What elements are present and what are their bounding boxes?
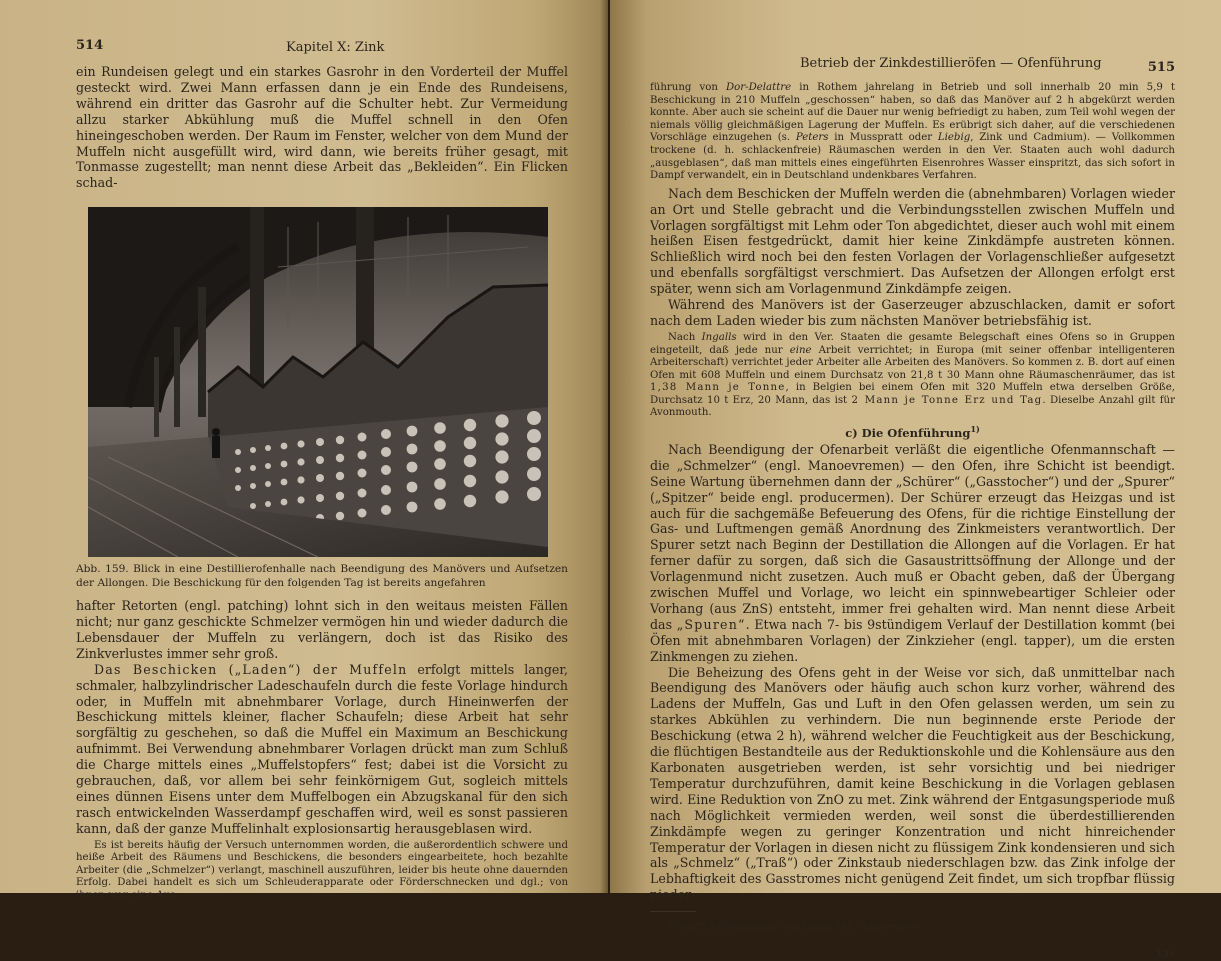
section-heading-ofenfuehrung [650, 424, 1175, 440]
page-number-right: 515 [1147, 60, 1175, 75]
beschicken-spaced-lead: Das Beschicken („Laden“) der Muffeln [94, 661, 408, 677]
paragraph-small-ingalls [650, 332, 1175, 420]
text-run: Nach Beendigung der Ofenarbeit verläßt die eigentliche Ofenmannschaft — die „Schmelzer“ (engl. Manoevremen) — den Ofen, ihre Schicht ist beendigt. Seine Wartung übernehmen dann der „Schürer“ („Gasstocher“) und der „Spurer“ („Spitzer“ beide engl. producermen). Der Schürer erzeugt das Heizgas und ist auch für die sachgemäße Befeuerung des Ofens, für die richtige Einstellung der Gas- und Luftmengen gemäß Anordnung des Zinkmeisters verantwortlich. Der Spurer setzt nach Beginn der Destillation die Allongen auf die Vorlagen. Er hat ferner dafür zu sorgen, daß sich die Gasaustrittsöffnung der Allonge und der Vorlagenmund nicht zusetzen. Auch muß er Obacht geben, daß der Übergang zwischen Muffel und Vorlage, wo leicht ein spinnwebeartiger Schleier oder Vorhang (aus ZnS) entsteht, immer frei gehalten wird. Man nennt diese Arbeit das [650, 441, 1175, 632]
text-run: in Rothem jahrelang in Betrieb und soll innerhalb 20 min 5,9 t Beschickung in 210 Muffeln „geschossen“ haben, so daß das Manöver auf 2 h abgekürzt werden konnte. Aber auch sie scheint auf die Dauer nur wenig befriedigt zu haben, zum Teil wohl wegen der niemals völlig gleichmäßigen Lagerung der Muffeln. Es erübrigt sich daher, auf die verschiedenen Vorschläge einzugehen (s. [650, 82, 1175, 144]
paragraph-small-dor-delattre [650, 82, 1175, 183]
text-run: wird in den Ver. Staaten die gesamte Belegschaft eines Ofens so in Gruppen eingeteilt, daß jede nur [650, 331, 1175, 356]
paragraph-vorlagen: Nach dem Beschicken der Muffeln werden die (abnehmbaren) Vorlagen wieder an Ort und Stelle gebracht und die Verbindungsstellen zwischen Muffeln und Vorlagen sorgfältigst mit Lehm oder Ton abgedichtet, dieser auch wohl mit einem heißen Eisen festgedrückt, damit hier keine Zinkdämpfe austreten können. Schließlich wird noch bei den festen Vorlagen der Vorlagenschließer aufgesetzt und ebenfalls sorgfältigst verschmiert. Das Aufsetzen der Allongen erfolgt erst später, wenn sich am Vorlagenmund Zinkdämpfe zeigen. [650, 185, 1175, 297]
running-header-right [650, 56, 1175, 82]
text-run: führung von [650, 82, 726, 93]
paragraph-small-machines: Es ist bereits häufig der Versuch unternommen worden, die außerordentlich schwere und heiße Arbeit des Räumens und Beschickens, die besonders eingearbeitete, hoch bezahlte Arbeiter (die „Schmelzer“) verlangt, maschinell auszuführen, leider bis heute ohne dauernden Erfolg. Dabei handelt es sich um Schleuderapparate oder Förderschnecken und dgl.; von ihnen war eine Aus- [76, 839, 568, 902]
spaced-mann-je-tonne: 1,38 Mann je Tonne [650, 382, 786, 394]
footnote-mark: 1) [668, 918, 677, 928]
name-peters: Peters [795, 132, 829, 144]
footnote-reference: 1) [970, 424, 980, 435]
text-run: Nach Mitteilungen von Herrn Dir. [676, 921, 858, 933]
text-run: . [918, 921, 923, 933]
section-heading-text: c) Die Ofenführung [845, 425, 971, 440]
distillation-hall-illustration [88, 207, 548, 557]
paragraph-intro: ein Rundeisen gelegt und ein starkes Gasrohr in den Vorderteil der Muffel gesteckt wird. Zwei Mann erfassen dann je ein Ende des Rundeisens, während ein dritter das Gasrohr auf die Schulter hebt. Zur Vermeidung allzu starker Abkühlung muß die Muffel schnell in den Ofen hineingeschoben werden. Der Raum im Fenster, welcher von dem Mund der Muffeln nicht ausgefüllt wird, wird dann, wie bereits früher gesagt, mit Tonmasse zugestellt; man nennt diese Arbeit das „Bekleiden“. Ein Flicken schad- [76, 64, 568, 191]
page-number-left: 514 [76, 38, 104, 53]
text-run: , in Belgien bei einem Ofen mit 320 Muffeln etwa derselben Größe, Durchsatz 10 t Erz, 20 Mann, das ist [650, 382, 1176, 406]
right-page [610, 0, 1221, 961]
paragraph-gaserzeuger: Während des Manövers ist der Gaserzeuger abzuschlacken, damit er sofort nach dem Laden wieder bis zum nächsten Manöver betriebsfähig ist. [650, 297, 1175, 328]
beschicken-rest: erfolgt mittels langer, schmaler, halbzylindrischer Ladeschaufeln durch die feste Vorlage hindurch oder, in Muffeln mit abnehmbarer Vorlage, durch Hineinwerfen der Beschickung mittels kleiner, flacher Schaufeln; diese Arbeit hat sehr sorgfältig zu geschehen, so daß die Muffel ein Maximum an Beschickung aufnimmt. Bei Verwendung abnehmbarer Vorlagen drückt man zum Schluß die Charge mittels eines „Muffelstopfers“ fest; dabei ist die Vorsicht zu gebrauchen, daß, vor allem bei sehr feinkörnigem Gut, sogleich mittels eines dünnen Eisens unter dem Muffelbogen ein Abzugskanal für den sich rasch entwickelnden Wasserdampf geschaffen wird, weil es sonst passieren kann, daß der ganze Muffelinhalt explosionsartig herausgeblasen wird. [76, 661, 568, 836]
worker-figure [212, 428, 220, 458]
paragraph-beheizung: Die Beheizung des Ofens geht in der Weise vor sich, daß unmittelbar nach Beendigung des Manövers oder häufig auch schon kurz vorher, während des Ladens der Muffeln, Gas und Luft in den Ofen gelassen werden, um sein zu starkes Abkühlen zu verhindern. Die nun beginnende erste Periode der Beschickung (etwa 2 h), während welcher die Feuchtigkeit aus der Beschickung, die flüchtigen Bestandteile aus der Reduktionskohle und die Kohlensäure aus den Karbonaten ausgetrieben werden, ist sehr vorsichtig und bei niedriger Temperatur durchzuführen, damit keine Beschickung in die Vorlagen geblasen wird. Eine Reduktion von ZnO zu met. Zink während der Entgasungsperiode muß nach Möglichkeit vermieden werden, weil sonst die überdestillierenden Zinkdämpfe wegen zu geringer Konzentration und nicht hinreichender Temperatur der Vorlagen in diesen nicht zu flüssigem Zink kondensieren und sich als „Schmelz“ („Traß“) oder Zinkstaub niederschlagen bzw. das Zink infolge der Lebhaftigkeit des Gasstromes nicht genügend Zeit findet, um sich tropfbar flüssig nieder- [650, 664, 1175, 903]
left-page [0, 0, 608, 902]
name-ingalls: Ingalls [701, 331, 737, 343]
spaced-mann-je-tonne-erz: 2 Mann je Tonne Erz und Tag [851, 394, 1043, 406]
paragraph-ofenmannschaft [650, 442, 1175, 665]
emphasis-eine: eine [789, 344, 812, 356]
running-head-title-right: Betrieb der Zinkdestillieröfen — Ofenführung [800, 56, 1102, 71]
footnote [650, 916, 1175, 933]
text-run: in Musspratt oder [828, 132, 938, 144]
running-head-title-left: Kapitel X: Zink [286, 40, 385, 55]
signature-mark: 33* [1153, 947, 1175, 961]
name-liebig: Liebig [937, 132, 971, 144]
running-header-left [76, 38, 568, 64]
figure-photo-distillation-hall [88, 207, 548, 557]
footnote-rule [650, 911, 696, 912]
name-oppermann: Oppermann [857, 921, 919, 933]
spaced-spuren: „Spuren“ [676, 616, 746, 632]
figure-caption: Abb. 159. Blick in eine Destillierofenhalle nach Beendigung des Manövers und Aufsetzen der Allongen. Die Beschickung für den folgenden Tag ist bereits angefahren [76, 563, 568, 589]
text-run: , Zink und Cadmium). — Vollkommen trockene (d. h. schlackenfreie) Räumaschen werden in den Ver. Staaten auch wohl dadurch „ausgeblasen“, daß man mittels eines eingeführten Eisenrohres Wasser einspritzt, das sich sofort in Dampf verwandelt, ein in Deutschland undenkbares Verfahren. [650, 132, 1175, 182]
text-run: Arbeit verrichtet; in Europa (mit seiner offenbar intelligenteren Arbeiterschaft) verrichtet jeder Arbeiter alle Arbeiten des Manövers. So kommen z. B. dort auf einen Ofen mit 608 Muffeln und einem Durchsatz von 21,8 t 30 Mann ohne Räumaschenräumer, das ist [650, 344, 1175, 381]
paragraph-beschicken [76, 662, 568, 837]
text-run: . Dieselbe Anzahl gilt für Avonmouth. [650, 394, 1175, 419]
text-run: Nach [668, 331, 702, 343]
text-run: . Etwa nach 7- bis 9stündigem Verlauf der Destillation kommt (bei Öfen mit abnehmbaren Vorlagen) der Zinkzieher (engl. tapper), um die ersten Zinkmengen zu ziehen. [650, 616, 1175, 664]
name-dor-delattre: Dor-Delattre [725, 82, 792, 93]
paragraph-patching: hafter Retorten (engl. patching) lohnt sich in den weitaus meisten Fällen nicht; nur ganz geschickte Schmelzer vermögen hin und wieder dadurch die Lebensdauer der Muffeln zu verlängern, doch ist das Risiko des Zinkverlustes immer sehr groß. [76, 598, 568, 661]
